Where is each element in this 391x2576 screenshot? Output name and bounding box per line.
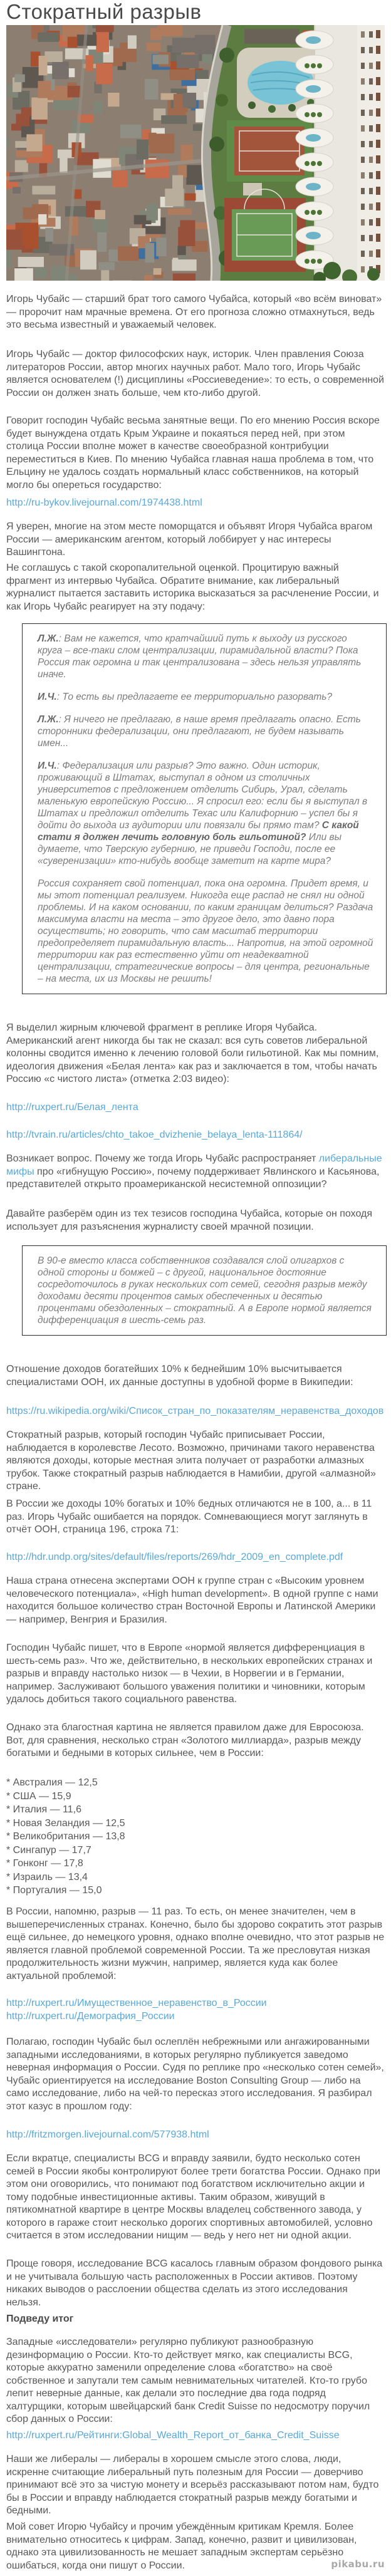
- link-tvrain-article[interactable]: http://tvrain.ru/articles/chto_takoe_dvizhenie_belaya_lenta-111864/: [6, 1130, 303, 1140]
- quote-turn: И.Ч.: Федерализация или разрыв? Это важно. Один историк, проживающий в Штатах, выступал в одном из столичных университетов с предложением отделить Сибирь, Урал, сделать маленькую европейскую Россию... Я спросил его: если бы я выступал в Штатах и предложил отделить Техас или Калифорнию – успел бы я дойти до выхода из аудитории или повязали бы прямо там? С какой стати я должен лечить головную боль гильотиной? Или вы думаете, что Тверскую губернию, не приведи Господи, после ее «суверенизации» кто-нибудь вообще заметит на карте мира?: [38, 761, 368, 866]
- link-fritzmorgen[interactable]: http://fritzmorgen.livejournal.com/577938.html: [6, 2129, 209, 2140]
- paragraph-intro-2: Игорь Чубайс — доктор философских наук, историк. Член правления Союза литераторов России, автор многих научных работ. Мало того, Игорь Чубайс является основателем (!) дисциплины «Россиеведение»: то есть, о современной России он должен знать больше, чем кто-либо другой.: [6, 349, 384, 398]
- paragraph-advice: Мой совет Игорю Чубайсу и прочим убеждённым критикам Кремля. Более внимательно относитесь к цифрам. Запад, конечно, развит и цивилизован, однако эта цивилизованность не мешает западным экспертам серьёзно ошибаться, когда они пишут о России.: [6, 2521, 357, 2571]
- link-ruxpert-belaya-lenta[interactable]: http://ruxpert.ru/Белая_лента: [6, 1102, 138, 1113]
- paragraph-liberals: Наши же либералы — либералы в хорошем смысле этого слова, люди, искренне считающие либеральный путь полезным для России — доверчиво принимают всё это за чистую монету и всерьёз рассказывают потом нам, будто бы в России и вправду наблюдается стократный разрыв между богатыми и бедными.: [6, 2454, 379, 2516]
- aerial-photo-illustration: [6, 25, 385, 281]
- pikabu-watermark: pikabu.ru: [331, 2558, 385, 2570]
- quote-turn: Л.Ж.: Вам не кажется, что кратчайший путь к выходу из русского круга – все-таки слом централизации, пирамидальной власти? Пока Россия так огромна и так централизована – здесь нельзя управлять иначе.: [38, 633, 362, 680]
- link-ruxpert-credit-suisse[interactable]: http://ruxpert.ru/Рейтинги:Global_Wealth_Report_от_банка_Credit_Suisse: [6, 2430, 340, 2441]
- paragraph-however: Однако эта благостная картина не является правилом даже для Евросоюза. Вот, для сравнения, несколько стран «Золотого миллиарда», разрыв между богатыми и бедными в которых сильнее, чем в России:: [6, 1722, 364, 1758]
- link-wikipedia-inequality[interactable]: https://ru.wikipedia.org/wiki/Список_стран_по_показателям_неравенства_доходов: [6, 1406, 384, 1416]
- paragraph-disagree: Не соглашусь с такой скоропалительной оценкой. Процитирую важный фрагмент из интервью Чубайса. Обратите внимание, как либеральный журналист пытается заставить историка высказаться за расчленение России, и как Игорь Чубайс реагирует на эту подачу:: [6, 563, 379, 612]
- paragraph-bcg: Если вкратце, специалисты BCG и вправду заявили, будто несколько сотен семей в России якобы контролируют более трети богатства России. Однако при этом они оговорились, что понимают под богатством исключительно акции и тому подобные инвестиционные активы. Таким образом, живущий в пятикомнатной квартире в центре Москвы владелец собственного завода, у которого в гараже стоит несколько дорогих спортивных автомобилей, условно считается в этом исследовании нищим — ведь у него нет ни одной акции.: [6, 2153, 380, 2241]
- country-list-item: * США — 15,9: [6, 1790, 71, 1802]
- article-title: Стократный разрыв: [6, 0, 202, 23]
- paragraph-europe-norm: Господин Чубайс пишет, что в Европе «нормой является дифференциация в шесть-семь раз». Что же, действительно, в нескольких европейских странах и разрыв и вправду настолько низок — в Чехии, в Норвегии и в Германии, например. Заслуживают большого уважения политики и чиновники, которым удалось добиться такого социального равенства.: [6, 1643, 373, 1705]
- speaker-label: И.Ч.: [38, 761, 57, 771]
- paragraph-russia-11: В России же доходы 10% богатых и 10% бедных отличаются не в 100, а... в 11 раз. Игорь Чубайс ошибается на порядок. Сомневающиеся могут заглянуть в отчёт ООН, страница 196, строка 71:: [6, 1498, 372, 1535]
- quote-turn: Россия сохраняет свой потенциал, пока она огромна. Придет время, и мы этот потенциал реализуем. Никогда еще распад не снял ни одной проблемы. И на каком основании, по каким границам делиться? Раздача максимума власти на места – это другое дело, это давно пора осуществить; но говорить, что сам масштаб территории предопределяет пирамидальную власть... Напротив, на этой огромной территории как раз естественно уйти от неадекватной централизации, стратегические вопросы – для центра, региональные – на места, их из Москвы не решить!: [38, 878, 373, 984]
- link-liberal-myths[interactable]: либеральные мифы: [6, 1153, 382, 1177]
- quote-turn: Л.Ж.: Я ничего не предлагаю, в наше время предлагать опасно. Есть сторонники федерализации, они предлагают, не будем называть имен...: [38, 714, 361, 749]
- country-list-item: * Новая Зеландия — 12,5: [6, 1817, 125, 1829]
- link-hdr-undp-report[interactable]: http://hdr.undp.org/sites/default/files/reports/269/hdr_2009_en_complete.pdf: [6, 1552, 343, 1562]
- paragraph-lets-analyze: Давайте разберём один из тех тезисов господина Чубайса, которые он походя использует для разъяснения журналисту своей мрачной позиции.: [6, 1208, 372, 1232]
- paragraph-enemy: Я уверен, многие на этом месте поморщатся и объявят Игоря Чубайса врагом России — американским агентом, который лоббирует у нас интересы Вашингтона.: [6, 521, 373, 558]
- paragraph-intro-1: Игорь Чубайс — старший брат того самого Чубайса, который «во всём виноват» — пророчит нам мрачные времена. От его прогноза сложно отмахнуться, ведь это весьма известный и уважаемый человек.: [6, 294, 382, 330]
- paragraph-western-research: Западные «исследователи» регулярно публикуют разнообразную дезинформацию о России. Кто-то действует мягко, как специалисты BCG, которые аккуратно заменили определение слова «богатство» на своё собственное и запутали тем самым невнимательных читателей. Кто-то грубо лепит неверные данные, как делали это последние два года подряд халтурщики, которым швейцарский банк Credit Suisse по недосмотру поручил сбор данных о России:: [6, 2337, 370, 2424]
- speaker-label: Л.Ж.: [38, 633, 59, 644]
- link-ruxpert-demography[interactable]: http://ruxpert.ru/Демография_России: [6, 2010, 175, 2022]
- country-list-item: * Португалия — 15,0: [6, 1885, 102, 1896]
- quote-text: В 90-е вместо класса собственников создавался слой олигархов с одной стороны и бомжей – с другой, национальное достояние сосредоточилось в руках нескольких сот семей, сегодня разрыв между доходами десяти процентов самых обеспеченных и десятью процентами обездоленных – стократный. А в Европе нормой является дифференциация в шесть-семь раз.: [38, 1255, 372, 1326]
- interview-quote-box: [22, 623, 387, 994]
- paragraph-un-data: Отношение доходов богатейших 10% к беднейшим 10% высчитывается специалистами ООН, их данные доступны в удобной форме в Википедии:: [6, 1364, 353, 1388]
- country-list-item: * Великобритания — 13,8: [6, 1831, 125, 1842]
- link-bykov-livejournal[interactable]: http://ru-bykov.livejournal.com/1974438.html: [6, 497, 202, 508]
- summary-heading: Подведу итог: [6, 2314, 74, 2324]
- link-ruxpert-inequality[interactable]: http://ruxpert.ru/Имущественное_неравенство_в_России: [6, 1998, 267, 2008]
- paragraph-bcg-2: Проще говоря, исследование BCG касалось главным образом фондового рынка и не учитывала большую часть расположенных в России активов. Поэтому никаких выводов о расслоении общества сделать из этого исследования нельзя.: [6, 2258, 383, 2308]
- paragraph-lesotho: Стократный разрыв, который господин Чубайс приписывает России, наблюдается в королевстве Лесото. Возможно, причинами такого неравенства являются доходы, которые местная элита получает от разработки алмазных трубок. Также стократный разрыв наблюдается в Намибии, другой «алмазной» стране.: [6, 1430, 376, 1492]
- speaker-label: И.Ч.: [38, 692, 57, 702]
- favela-vs-luxury-aerial-photo: [6, 25, 385, 281]
- country-list-item: * Сингапур — 17,7: [6, 1844, 91, 1856]
- ruxpert-links-pair: [6, 1997, 385, 2023]
- paragraph-hdi-group: Наша страна отнесена экспертами ООН к группе стран с «Высоким уровнем человеческого потенциала», «High human development». В одной группе с нами находится большое количество стран Восточной Европы и Латинской Америки — например, Венгрия и Бразилия.: [6, 1576, 378, 1625]
- paragraph-blinded: Полагаю, господин Чубайс был ослеплён небрежными или ангажированными западными исследованиями, в которых регулярно публикуется заведомо неверная информация о России. Судя по реплике про «несколько сотен семей», Чубайс ориентируется на исследование Boston Consulting Group — либо на само исследование, либо на чей-то пересказ этого исследования. Я разбирал этот казус в прошлом году:: [6, 2037, 384, 2112]
- quote-turn: И.Ч.: То есть вы предлагаете ее территориально разорвать?: [38, 692, 333, 702]
- chubais-quote-box: [22, 1245, 387, 1336]
- paragraph-intro-3: Говорит господин Чубайс весьма занятные вещи. По его мнению Россия вскоре будет вынуждена отдать Крым Украине и покаяться перед ней, при этом столица России вполне может в качестве своеобразной контрибуции переместиться в Киев. По мнению Чубайса главная наша проблема в том, что Ельцину не удалось создать нормальный класс собственников, на который могло бы опереться государство:: [6, 415, 380, 491]
- country-list-item: * Израиль — 13,4: [6, 1871, 88, 1883]
- speaker-label: Л.Ж.: [38, 714, 59, 725]
- paragraph-recall-11: В России, напомню, разрыв — 11 раз. То есть, он менее значителен, чем в вышеперечисленных странах. Конечно, было бы здорово сократить этот разрыв ещё сильнее, до немецкого уровня, однако вполне очевидно, что этот разрыв не является главной проблемой современной России. Та же пресловутая низкая продолжительность жизни мужчин, например, является куда как более актуальной проблемой:: [6, 1906, 385, 1981]
- paragraph-bold-note: Я выделил жирным ключевой фрагмент в реплике Игоря Чубайса. Американский агент никогда бы так не сказал: вся суть советов либеральной колонны сводится именно к лечению головой боли гильотиной. Как мы помним, идеология движения «Белая лента» как раз и заключается в том, чтобы начать Россию «с чистого листа» (отметка 2:03 видео):: [6, 1022, 379, 1084]
- quote-bold-fragment: С какой стати я должен лечить головную боль гильотиной?: [38, 820, 359, 843]
- country-list-item: * Гонконг — 17,8: [6, 1858, 83, 1869]
- country-ratio-list: [6, 1776, 385, 1898]
- country-list-item: * Италия — 11,6: [6, 1804, 81, 1815]
- country-list-item: * Австралия — 12,5: [6, 1777, 98, 1788]
- paragraph-question: Возникает вопрос. Почему же тогда Игорь Чубайс распространяет либеральные мифы про «гибнущую Россию», почему поддерживает Явлинского и Касьянова, представителей открыто проамериканской несистемной оппозиции?: [6, 1153, 382, 1190]
